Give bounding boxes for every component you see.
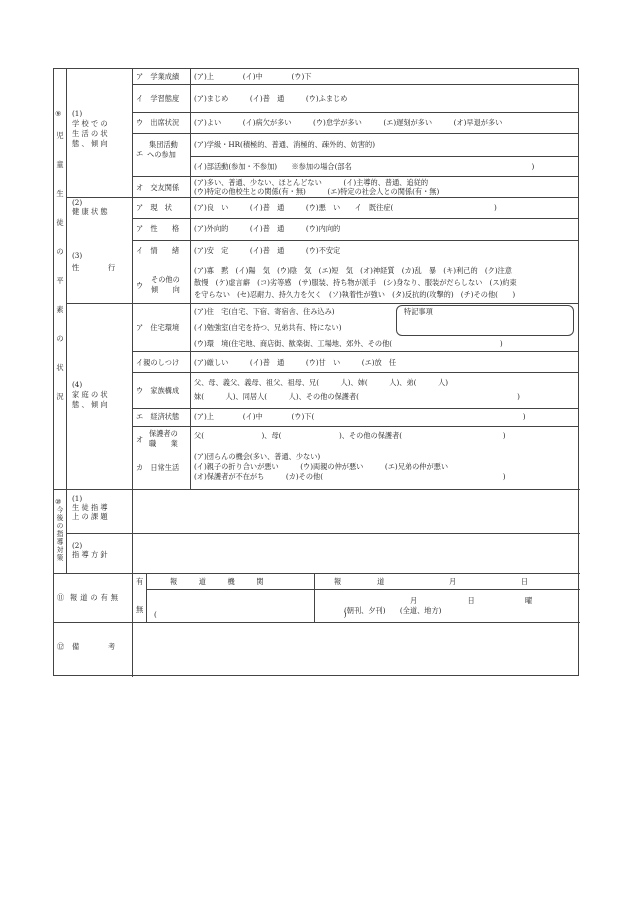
row-options: (ア)多い、普通、少ない、ほとんどない (イ)主導的、普通、追従的 bbox=[194, 178, 429, 187]
title-char: 児 bbox=[56, 131, 64, 140]
title-char: 後 bbox=[56, 514, 64, 522]
row-options: (ア)厳しい (イ)普 通 (ウ)甘 い (エ)放 任 bbox=[194, 358, 397, 367]
rule bbox=[132, 372, 578, 373]
row-options: (ア)団らんの機会(多い、普通、少ない) bbox=[194, 452, 321, 461]
s10-row2-label: 指 導 方 針 bbox=[72, 550, 108, 559]
title-char: 素 bbox=[56, 305, 64, 314]
row-options: (オ)保護者が不在がち (カ)その他( ) bbox=[194, 472, 506, 481]
title-char: の bbox=[56, 334, 64, 343]
title-char: 況 bbox=[56, 392, 64, 401]
row-label: ウ 出席状況 bbox=[136, 118, 180, 127]
title-char: 導 bbox=[56, 538, 64, 546]
group-2-label: 健 康 状 態 bbox=[72, 207, 108, 216]
row-label-line2: 傾 向 bbox=[151, 285, 180, 294]
row-options: を守らない (セ)忍耐力、持久力を欠く (ソ)執着性が強い (タ)反抗的(攻撃的) (チ)その他( ) bbox=[194, 290, 516, 299]
guidance-record-form bbox=[53, 68, 579, 676]
rule bbox=[132, 351, 578, 352]
group-4-label-line1: 家 庭 の 状 bbox=[72, 390, 108, 399]
row-label-line2: 職 業 bbox=[149, 439, 178, 448]
row-options: (イ)勉強室(自宅を持つ、兄弟共有、特にない) bbox=[194, 323, 342, 332]
rule bbox=[132, 133, 578, 134]
title-char: 策 bbox=[56, 554, 64, 562]
row-options: (ア)上 (イ)中 (ウ)下( ) bbox=[194, 412, 526, 421]
rule bbox=[146, 589, 580, 590]
row-options: (ア)外向的 (イ)普 通 (ウ)内向的 bbox=[194, 224, 341, 233]
row-label: ア 学業成績 bbox=[136, 72, 180, 81]
rule bbox=[132, 426, 578, 427]
group-1-label-line1: 学 校 で の bbox=[72, 119, 108, 128]
section-9-number: ⑨ bbox=[55, 109, 62, 118]
group-4-label-line2: 態 、 傾 向 bbox=[72, 400, 108, 409]
s10-row1-label-line1: 生 徒 指 導 bbox=[72, 503, 108, 512]
s10-row1-number: (1) bbox=[72, 494, 83, 503]
title-char: 指 bbox=[56, 530, 64, 538]
group-3-number: (3) bbox=[72, 251, 83, 260]
rule bbox=[132, 69, 133, 573]
edition-options: (朝刊、夕刊) (全道、地方) bbox=[344, 606, 442, 615]
row-options: (ア)学級・HR(積極的、普通、消極的、疎外的、妨害的) bbox=[194, 140, 376, 149]
special-note-label: 特記事項 bbox=[404, 307, 433, 316]
row-options: (ア)寡 黙 (イ)陽 気 (ウ)陰 気 (エ)短 気 (オ)神経質 (カ)乱 暴 (キ)利己的 (ク)注意 bbox=[194, 266, 512, 275]
row-options: (ア)上 (イ)中 (ウ)下 bbox=[194, 72, 312, 81]
title-char: の bbox=[56, 522, 64, 530]
row-options: (ウ)環 境(住宅地、商店街、歓楽街、工場地、郊外、その他( ) bbox=[194, 339, 503, 348]
row-options: 父( )、母( )、その他の保護者( ) bbox=[194, 431, 506, 440]
row-label: イ 学習態度 bbox=[136, 94, 180, 103]
rule bbox=[132, 112, 578, 113]
date-weekday: 月 日 曜 bbox=[410, 596, 533, 605]
row-label-line1: 保護者の bbox=[149, 429, 178, 438]
row-label-mark: オ bbox=[136, 435, 144, 444]
row-options: (イ)親子の折り合いが悪い (ウ)両親の仲が悪い (エ)兄弟の仲が悪い bbox=[194, 462, 449, 471]
row-options: (ア)良 い (イ)普 通 (ウ)悪 い イ 既往症( ) bbox=[194, 203, 497, 212]
row-label: カ 日常生活 bbox=[136, 463, 180, 472]
rule bbox=[132, 84, 578, 85]
rule bbox=[132, 218, 578, 219]
media-header: 報 道 機 関 bbox=[170, 577, 264, 586]
s10-row2-number: (2) bbox=[72, 541, 83, 550]
rule bbox=[66, 197, 578, 198]
row-label: ア 性 格 bbox=[136, 224, 180, 233]
section-12-number: ⑫ bbox=[57, 642, 65, 651]
rule bbox=[132, 573, 133, 677]
title-char: 生 bbox=[56, 189, 64, 198]
title-char: 状 bbox=[56, 363, 64, 372]
row-label: イ 情 緒 bbox=[136, 246, 180, 255]
date-header: 報 道 月 日 bbox=[334, 577, 529, 586]
section-11-number: ⑪ bbox=[57, 593, 65, 602]
row-label-mark: ウ bbox=[136, 281, 144, 290]
title-char: 平 bbox=[56, 276, 64, 285]
row-options: (ウ)特定の他校生との関係(有・無) (エ)特定の社会人との関係(有・無) bbox=[194, 187, 440, 196]
rule bbox=[132, 240, 578, 241]
rule bbox=[190, 156, 578, 157]
title-char: 童 bbox=[56, 160, 64, 169]
s10-row1-label-line2: 上 の 課 題 bbox=[72, 512, 108, 521]
row-label-line1: 集団活動 bbox=[149, 140, 178, 149]
rule bbox=[190, 69, 191, 489]
row-label-mark: エ bbox=[136, 149, 144, 158]
group-3-label: 性 行 bbox=[72, 263, 116, 272]
rule bbox=[66, 533, 580, 534]
section-9-title bbox=[55, 131, 65, 421]
row-label-line2: への参加 bbox=[147, 150, 176, 159]
row-options: (イ)部活動(参加・不参加) ※参加の場合(部名 ) bbox=[194, 162, 535, 171]
row-label: オ 交友関係 bbox=[136, 183, 180, 192]
title-char: 今 bbox=[56, 506, 64, 514]
section-10-number: ⑩ bbox=[55, 497, 62, 506]
rule bbox=[66, 303, 578, 304]
row-label: イ親のしつけ bbox=[136, 358, 180, 367]
rule bbox=[66, 69, 67, 573]
title-char: 対 bbox=[56, 546, 64, 554]
section-11-label: 報道の有無 bbox=[70, 593, 121, 602]
yes-label: 有 bbox=[136, 577, 144, 586]
title-char: 徒 bbox=[56, 218, 64, 227]
row-label: ウ 家族構成 bbox=[136, 386, 180, 395]
row-label: ア 現 状 bbox=[136, 203, 172, 212]
row-options: (ア)安 定 (イ)普 通 (ウ)不安定 bbox=[194, 246, 341, 255]
group-1-label-line3: 態 、 傾 向 bbox=[72, 139, 108, 148]
rule bbox=[132, 408, 578, 409]
row-options: 父、母、義父、義母、祖父、祖母、兄( 人)、姉( 人)、弟( 人) bbox=[194, 378, 449, 387]
section-10-title bbox=[55, 506, 65, 562]
group-1-label-line2: 生 活 の 状 bbox=[72, 129, 108, 138]
media-paren: ( ) bbox=[154, 610, 347, 619]
row-options: 散慢 (ケ)虚言癖 (コ)劣等感 (サ)服装、持ち物が派手 (シ)身なり、服装がだらしない (ス)約束 bbox=[194, 278, 517, 287]
group-2-number: (2) bbox=[72, 198, 83, 207]
row-options: 妹( 人)、同居人( 人)、その他の保護者( ) bbox=[194, 392, 520, 401]
rule bbox=[146, 573, 147, 622]
no-label: 無 bbox=[136, 605, 144, 614]
row-label: ア 住宅環境 bbox=[136, 323, 180, 332]
rule bbox=[132, 176, 578, 177]
row-label: エ 経済状態 bbox=[136, 412, 180, 421]
title-char: の bbox=[56, 247, 64, 256]
section-12-label: 備 考 bbox=[72, 642, 116, 651]
row-label-line1: その他の bbox=[151, 275, 180, 284]
group-1-number: (1) bbox=[72, 109, 83, 118]
row-options: (ア)住 宅(自宅、下宿、寄宿舎、住み込み) bbox=[194, 307, 335, 316]
row-options: (ア)よい (イ)病欠が多い (ウ)怠学が多い (エ)遅刻が多い (オ)早退が多い bbox=[194, 118, 503, 127]
row-options: (ア)まじめ (イ)普 通 (ウ)ふまじめ bbox=[194, 94, 348, 103]
group-4-number: (4) bbox=[72, 380, 83, 389]
